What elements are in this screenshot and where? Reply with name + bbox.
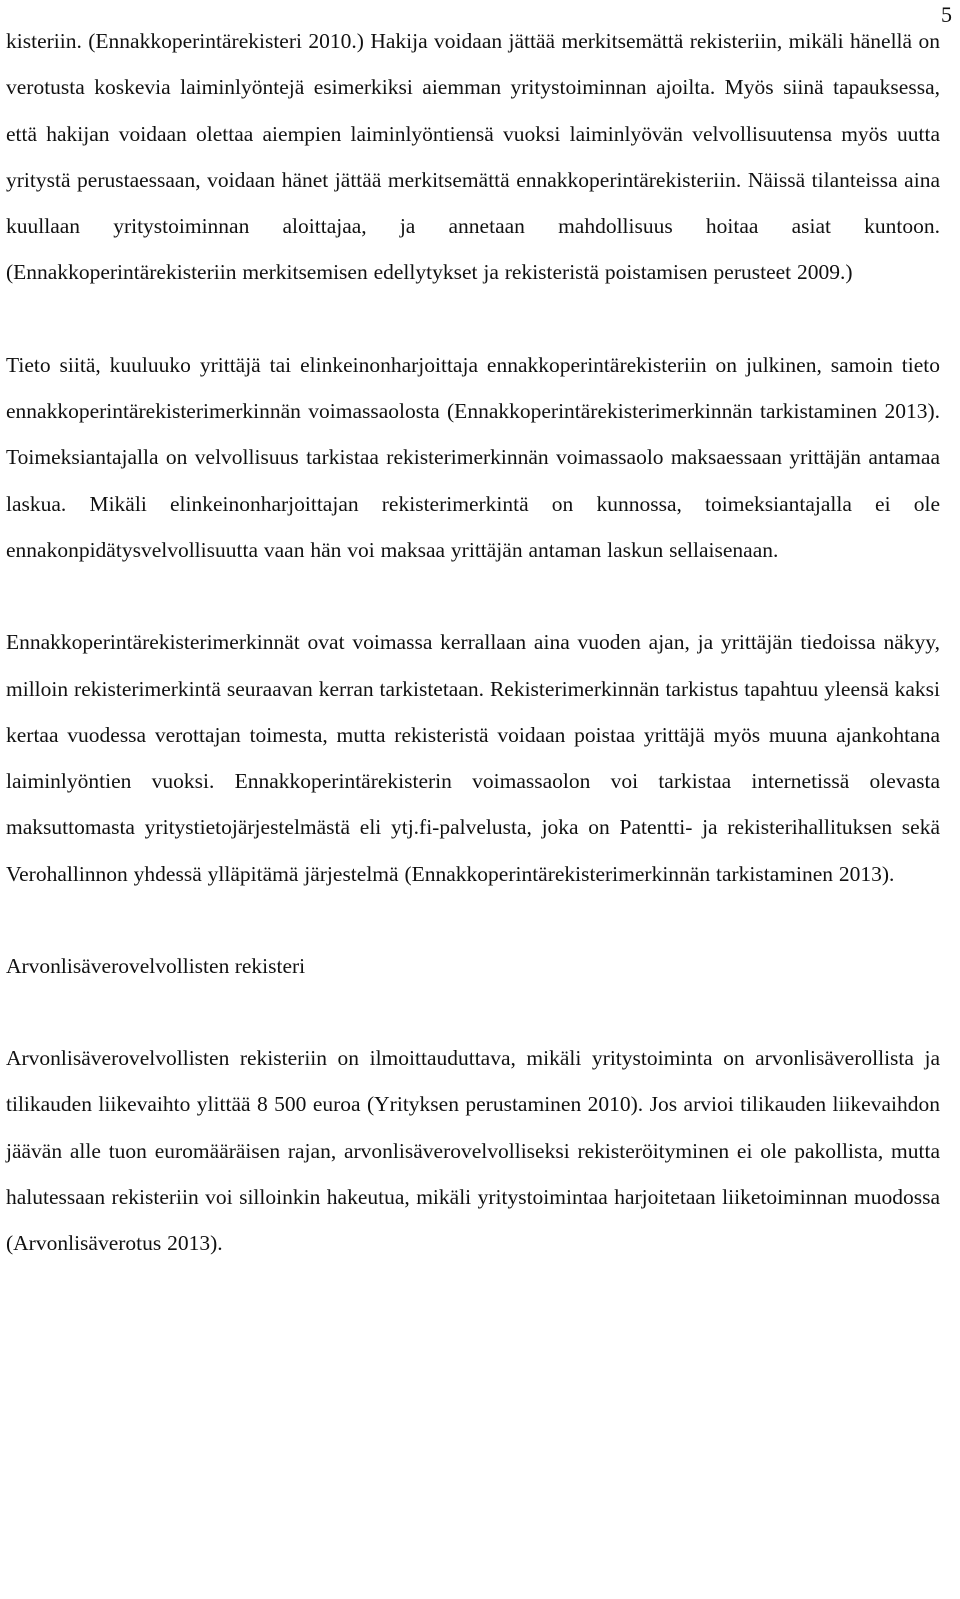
section-heading-vat-register: Arvonlisäverovelvollisten rekisteri <box>6 954 306 979</box>
page-number: 5 <box>941 2 952 27</box>
paragraph-registration-refusal: kisteriin. (Ennakkoperintärekisteri 2010.) Hakija voidaan jättää merkitsemättä rekisteriin, mikäli hänellä on verotusta koskevia laiminlyöntejä esimerkiksi aiemman yritystoiminnan ajoilta. Myös siinä tapauksessa, että hakijan voidaan olettaa aiempien laiminlyöntiensä vuoksi laiminlyövän velvollisuutensa myös uutta yritystä perustaessaan, voidaan hänet jättää merkitsemättä ennakkoperintärekisteriin. Näissä tilanteissa aina kuullaan yritystoiminnan aloittajaa, ja annetaan mahdollisuus hoitaa asiat kuntoon. (Ennakkoperintärekisteriin merkitsemisen edellytykset ja rekisteristä poistamisen perusteet 2009.) <box>6 29 940 285</box>
paragraph-vat-register: Arvonlisäverovelvollisten rekisteriin on ilmoittauduttava, mikäli yritystoiminta on arvonlisäverollista ja tilikauden liikevaihto ylittää 8 500 euroa (Yrityksen perustaminen 2010). Jos arvioi tilikauden liikevaihdon jäävän alle tuon euromääräisen rajan, arvonlisäverovelvolliseksi rekisteröityminen ei ole pakollista, mutta halutessaan rekisteriin voi silloinkin hakeutua, mikäli yritystoimintaa harjoitetaan liiketoiminnan muodossa (Arvonlisäverotus 2013). <box>6 1046 940 1256</box>
paragraph-public-information: Tieto siitä, kuuluuko yrittäjä tai elinkeinonharjoittaja ennakkoperintärekisteriin on julkinen, samoin tieto ennakkoperintärekisterimerkinnän voimassaolosta (Ennakkoperintärekisterimerkinnän tarkistaminen 2013). Toimeksiantajalla on velvollisuus tarkistaa rekisterimerkinnän voimassaolo maksaessaan yrittäjän antamaa laskua. Mikäli elinkeinonharjoittajan rekisterimerkintä on kunnossa, toimeksiantajalla ei ole ennakonpidätysvelvollisuutta vaan hän voi maksaa yrittäjän antaman laskun sellaisenaan. <box>6 352 940 562</box>
paragraph-spacer <box>6 296 940 342</box>
paragraph-spacer <box>6 989 940 1035</box>
paragraph-registration-validity: Ennakkoperintärekisterimerkinnät ovat voimassa kerrallaan aina vuoden ajan, ja yrittäjän tiedoissa näkyy, milloin rekisterimerkintä seuraavan kerran tarkistetaan. Rekisterimerkinnän tarkistus tapahtuu yleensä kaksi kertaa vuodessa verottajan toimesta, mutta rekisteristä voidaan poistaa yrittäjä myös muuna ajankohtana laiminlyöntien vuoksi. Ennakkoperintärekisterin voimassaolon voi tarkistaa internetissä olevasta maksuttomasta yritystietojärjestelmästä eli ytj.fi-palvelusta, joka on Patentti- ja rekisterihallituksen sekä Verohallinnon yhdessä ylläpitämä järjestelmä (Ennakkoperintärekisterimerkinnän tarkistaminen 2013). <box>6 630 940 886</box>
paragraph-spacer <box>6 897 940 943</box>
document-body <box>6 18 940 1267</box>
paragraph-spacer <box>6 573 940 619</box>
